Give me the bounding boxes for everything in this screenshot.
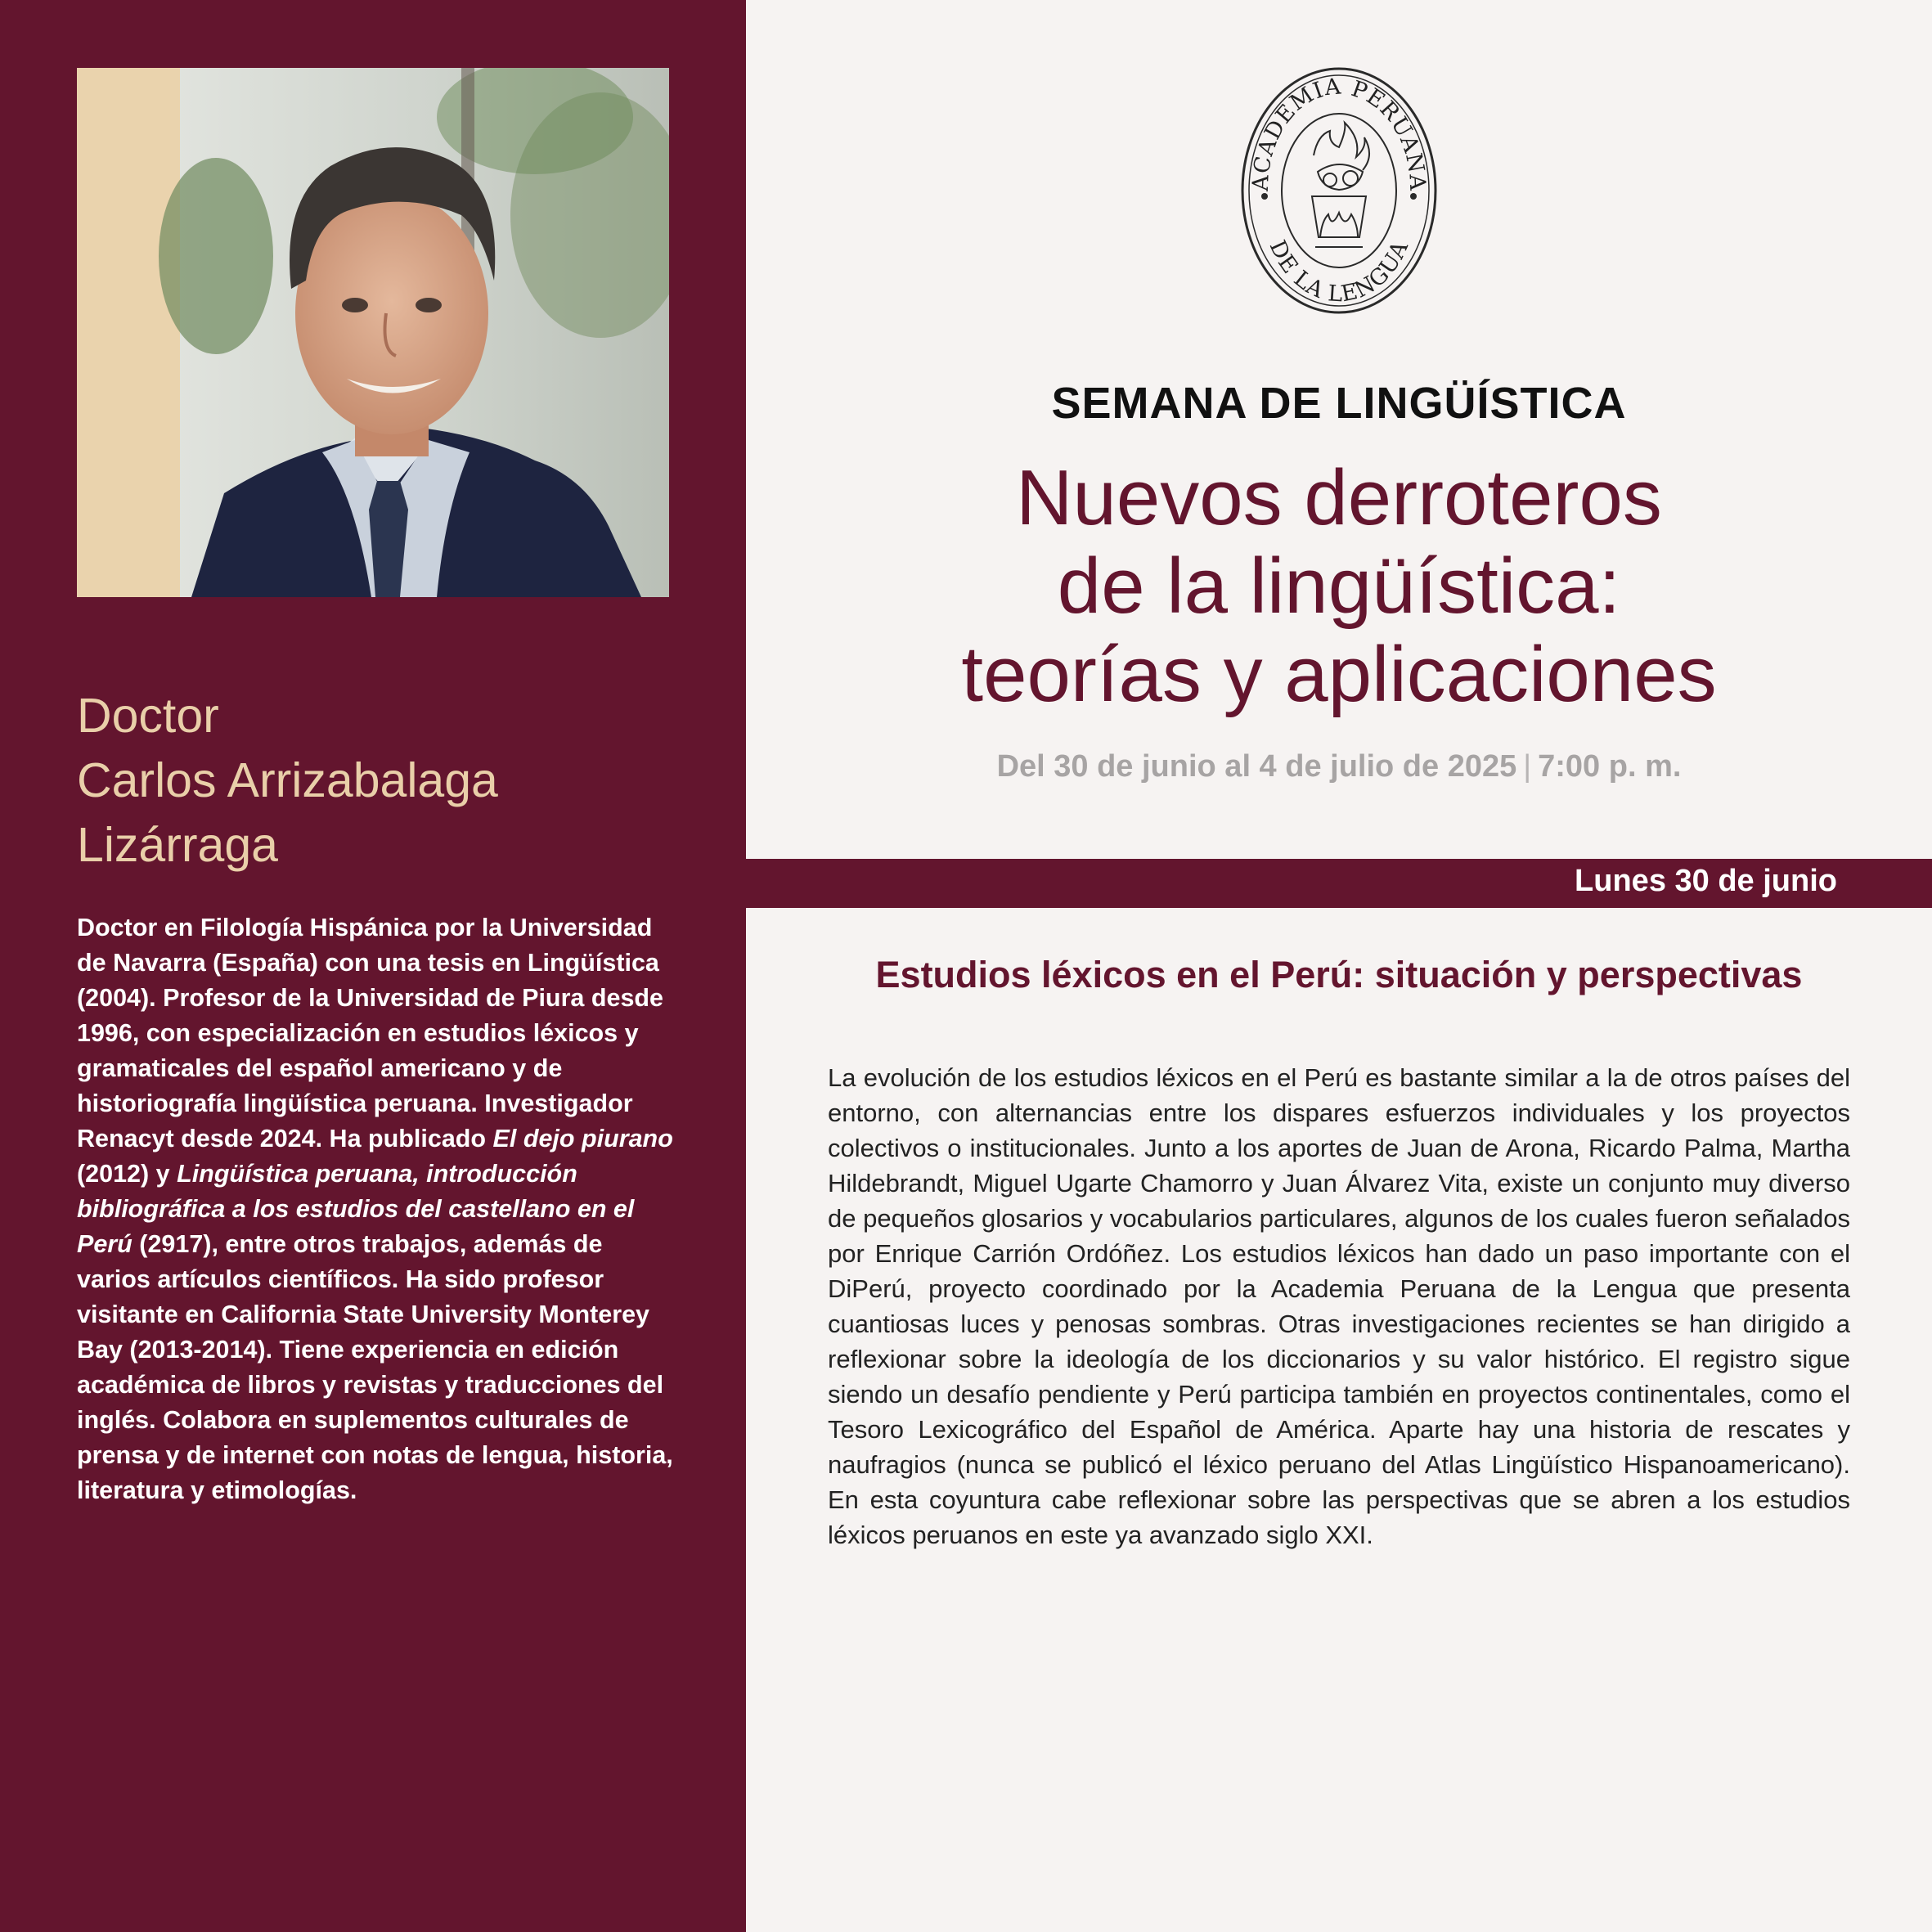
bio-text-1: Doctor en Filología Hispánica por la Universidad de Navarra (España) con una tesis en Lingüística (2004). Profesor de la Universidad de Piura desde 1996, con especialización en estudios léxicos y gramaticales del español americano y de historiografía lingüística peruana. Investigador Renacyt desde 2024. Ha publicado — [77, 914, 664, 1152]
speaker-name-line1: Carlos Arrizabalaga — [77, 753, 498, 807]
speaker-honorific: Doctor — [77, 689, 219, 743]
speaker-name — [77, 684, 715, 878]
speaker-name-line2: Lizárraga — [77, 818, 278, 872]
event-dates — [746, 749, 1932, 784]
event-title-line3: teorías y aplicaciones — [961, 631, 1717, 718]
series-title: SEMANA DE LINGÜÍSTICA — [1051, 379, 1627, 428]
session-day-bar — [746, 859, 1932, 908]
event-title — [746, 454, 1932, 719]
bio-book-title-2: Lingüística peruana, introducción bibliográfica a los estudios del castellano en el Perú — [77, 1160, 635, 1258]
bio-text-3: (2917), entre otros trabajos, además de varios artículos científicos. Ha sido profesor visitante en California State University Monterey Bay (2013-2014). Tiene experiencia en edición académica de libros y revistas y traducciones del inglés. Colabora en suplementos culturales de prensa y de internet con notas de lengua, historia, literatura y etimologías. — [77, 1230, 673, 1504]
event-title-line2: de la lingüística: — [1057, 542, 1621, 630]
speaker-panel — [0, 0, 746, 1932]
seal-bottom-text: DE LA LENGUA — [1264, 236, 1414, 308]
talk-title: Estudios léxicos en el Perú: situación y perspectivas — [875, 954, 1803, 995]
session-day-label: Lunes 30 de junio — [1575, 864, 1837, 898]
date-time-separator: | — [1523, 749, 1532, 784]
event-panel — [746, 0, 1932, 1932]
event-date-range: Del 30 de junio al 4 de julio de 2025 — [996, 749, 1517, 784]
speaker-photo — [77, 68, 669, 597]
event-time: 7:00 p. m. — [1538, 749, 1682, 784]
svg-text:ACADEMIA PERUANA — [1248, 74, 1431, 192]
speaker-bio — [77, 910, 677, 1508]
talk-abstract: La evolución de los estudios léxicos en el Perú es bastante similar a la de otros países del entorno, con alternancias entre los dispares esfuerzos individuales y los proyectos colectivos o institucionales. Junto a los aportes de Juan de Arona, Ricardo Palma, Martha Hildebrandt, Miguel Ugarte Chamorro y Juan Álvarez Vita, existe un conjunto muy diverso de pequeños glosarios y vocabularios particulares, algunos de los cuales fueron señalados por Enrique Carrión Ordóñez. Los estudios léxicos han dado un paso importante con el DiPerú, proyecto coordinado por la Academia Peruana de la Lengua que presenta cuantiosas luces y penosas sombras. Otras investigaciones recientes se han dirigido a reflexionar sobre la ideología de los diccionarios y su valor histórico. El registro sigue siendo un desafío pendiente y Perú participa también en proyectos continentales, como el Tesoro Lexicográfico del Español de América. Aparte hay una historia de rescates y naufragios (nunca se publicó el léxico peruano del Atlas Lingüístico Hispanoamericano). En esta coyuntura cabe reflexionar sobre las perspectivas que se abren a los estudios léxicos peruanos en este ya avanzado siglo XXI. — [828, 1063, 1850, 1549]
event-title-line1: Nuevos derroteros — [1016, 454, 1662, 541]
bio-text-2: (2012) y — [77, 1160, 177, 1188]
seal-top-text: ACADEMIA PERUANA — [1247, 74, 1431, 192]
bio-book-title-1: El dejo piurano — [492, 1125, 673, 1152]
seal-flame-emblem-icon — [1312, 123, 1369, 247]
academy-seal-logo — [1240, 65, 1438, 316]
speaker-portrait-image — [77, 68, 669, 597]
